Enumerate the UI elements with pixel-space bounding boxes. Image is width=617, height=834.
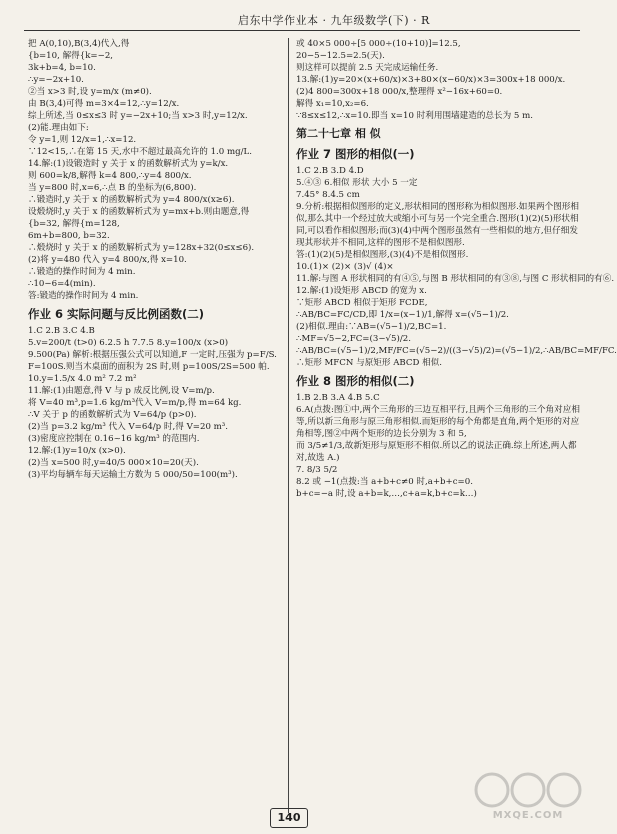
text-line: F=100S.则当木桌面的面积为 2S 时,则 p=100S/2S=500 帕. xyxy=(28,362,270,372)
header-rule xyxy=(24,30,580,31)
text-line: 13.解:(1)y=20×(x+60/x)×3+80×(x−60/x)×3=300x+18 000/x. xyxy=(296,75,566,85)
text-line: 则这样可以提前 2.5 天完成运输任务. xyxy=(296,63,439,73)
text-line: 则 600=k/8,解得 k=4 800,∴y=4 800/x. xyxy=(28,171,192,181)
text-line: 设煅烧时,y 关于 x 的函数解析式为 y=mx+b.则由题意,得 xyxy=(28,207,250,217)
text-line: 6m+b=800, b=32. xyxy=(28,231,110,241)
left-column xyxy=(28,38,278,481)
text-line: 1.C 2.B 3.C 4.B xyxy=(28,326,95,336)
text-line: ∴V 关于 p 的函数解析式为 V=64/p (p>0). xyxy=(28,410,197,420)
text-line: ∴锻造的操作时间为 4 min. xyxy=(28,267,136,277)
text-line: 20−5−12.5=2.5(天). xyxy=(296,51,385,61)
text-line: 当 y=800 时,x=6,∴点 B 的坐标为(6,800). xyxy=(28,183,197,193)
text-line: 8.2 或 −1(点拨:当 a+b+c≠0 时,a+b+c=0. xyxy=(296,477,473,487)
right-column xyxy=(296,38,617,500)
text-line: {b=32, 解得{m=128, xyxy=(28,219,120,229)
text-line: (2)将 y=480 代入 y=4 800/x,得 x=10. xyxy=(28,255,187,265)
section-heading: 作业 8 图形的相似(二) xyxy=(296,374,415,388)
text-line: 14.解:(1)设锻造时 y 关于 x 的函数解析式为 y=k/x. xyxy=(28,159,229,169)
text-line: 由 B(3,4)可得 m=3×4=12,∴y=12/x. xyxy=(28,99,180,109)
text-line: ∴y=−2x+10. xyxy=(28,75,84,85)
text-line: ∴10−6=4(min). xyxy=(28,279,96,289)
watermark-logo xyxy=(468,770,588,826)
text-line: (2)4 800=300x+18 000/x,整理得 x²−16x+60=0. xyxy=(296,87,503,97)
text-line: (2)相似.理由:∵AB=(√5−1)/2,BC=1. xyxy=(296,322,447,332)
watermark-logo-icon xyxy=(468,770,588,810)
text-line: 7. 8/3 5/2 xyxy=(296,465,338,475)
text-line: (2)能.理由如下: xyxy=(28,123,89,133)
section-heading: 作业 7 图形的相似(一) xyxy=(296,147,415,161)
text-line: 10.(1)× (2)× (3)√ (4)× xyxy=(296,262,394,272)
text-line: 1.B 2.B 3.A 4.B 5.C xyxy=(296,393,380,403)
text-line: 9.分析:根据相似图形的定义,形状相同的图形称为相似图形.如果两个图形相似,那么其中一个经过放大或缩小可与另一个完全重合.图形(1)(2)(5)形状相同,可以看作相似图形;而(3)(4)中两个图形虽然有一些相似的地方,但仔细发现其形状并不相同,这样的图形不是相似图形. xyxy=(296,202,579,248)
text-line: 7.45° 8.4.5 cm xyxy=(296,190,360,200)
text-line: 11.解:与图 A 形状相同的有④⑤,与图 B 形状相同的有③⑧,与图 C 形状相同的有⑥. xyxy=(296,274,615,284)
text-line: ∴MF=√5−2,FC=(3−√5)/2. xyxy=(296,334,411,344)
text-line: ∵矩形 ABCD 相似于矩形 FCDE, xyxy=(296,298,428,308)
text-line: ∴锻造时,y 关于 x 的函数解析式为 y=4 800/x(x≥6). xyxy=(28,195,235,205)
text-line: 5.v=200/t (t>0) 6.2.5 h 7.7.5 8.y=100/x (x>0) xyxy=(28,338,229,348)
text-line: 11.解:(1)由题意,得 V 与 p 成反比例,设 V=m/p. xyxy=(28,386,215,396)
text-line: 9.500(Pa) 解析:根据压强公式可以知道,F 一定时,压强为 p=F/S. xyxy=(28,350,277,360)
page-header xyxy=(0,0,600,30)
text-line: (3)平均每辆车每天运输土方数为 5 000/50=100(m³). xyxy=(28,470,238,480)
header-title: 启东中学作业本 · 九年级数学(下) · R xyxy=(238,14,430,27)
watermark-text: MXQE.COM xyxy=(492,810,564,821)
text-line: ∴AB/BC=FC/CD,即 1/x=(x−1)/1,解得 x=(√5−1)/2. xyxy=(296,310,509,320)
text-line: 12.解:(1)设矩形 ABCD 的宽为 x. xyxy=(296,286,427,296)
text-line: 10.y=1.5/x 4.0 m² 7.2 m² xyxy=(28,374,137,384)
text-line: 把 A(0,10),B(3,4)代入,得 xyxy=(28,39,130,49)
text-line: 答:锻造的操作时间为 4 min. xyxy=(28,291,139,301)
chapter-heading: 第二十七章 相 似 xyxy=(296,127,381,140)
text-line: (3)密度应控制在 0.16~16 kg/m³ 的范围内. xyxy=(28,434,200,444)
text-line: 而 3/5≠1/3,故新矩形与原矩形不相似.所以乙的说法正确.综上所述,两人都对,故选 A.) xyxy=(296,441,577,463)
text-line: 将 V=40 m³,p=1.6 kg/m³代入 V=m/p,得 m=64 kg. xyxy=(28,398,242,408)
section-heading: 作业 6 实际问题与反比例函数(二) xyxy=(28,307,205,321)
text-line: 3k+b=4, b=10. xyxy=(28,63,96,73)
text-line: 答:(1)(2)(5)是相似图形,(3)(4)不是相似图形. xyxy=(296,250,469,260)
text-line: 综上所述,当 0≤x≤3 时 y=−2x+10;当 x>3 时,y=12/x. xyxy=(28,111,248,121)
text-line: 或 40×5 000÷[5 000÷(10+10)]=12.5, xyxy=(296,39,461,49)
text-line: ∵8≤x≤12,∴x=10.即当 x=10 时利用围墙建造的总长为 5 m. xyxy=(296,111,534,121)
text-line: 5.④③ 6.相似 形状 大小 5 一定 xyxy=(296,178,418,188)
text-line: (2)当 x=500 时,y=40/5 000×10=20(天). xyxy=(28,458,199,468)
text-line: 1.C 2.B 3.D 4.D xyxy=(296,166,364,176)
text-line: (2)当 p=3.2 kg/m³ 代入 V=64/p 时,得 V=20 m³. xyxy=(28,422,228,432)
text-line: 6.A(点拨:图①中,两个三角形的三边互相平行,且两个三角形的三个角对应相等,所以新三角形与原三角形相似.而矩形的每个角都是直角,两个矩形的对应角相等,图②中两个矩形的边长分别为 3 和 5, xyxy=(296,405,580,439)
text-line: b+c=−a 时,设 a+b=k,…,c+a=k,b+c=k…) xyxy=(296,489,477,499)
text-line: ∴AB/BC=(√5−1)/2,MF/FC=(√5−2)/((3−√5)/2)=(√5−1)/2,∴AB/BC=MF/FC. xyxy=(296,346,617,356)
page-number: 140 xyxy=(270,808,308,828)
text-line: 令 y=1,则 12/x=1,∴x=12. xyxy=(28,135,137,145)
text-line: ∵12<15,∴在第 15 天,水中不超过最高允许的 1.0 mg/L. xyxy=(28,147,252,157)
text-line: 12.解:(1)y=10/x (x>0). xyxy=(28,446,126,456)
text-line: ∴煅烧时 y 关于 x 的函数解析式为 y=128x+32(0≤x≤6). xyxy=(28,243,255,253)
text-line: 解得 x₁=10,x₂=6. xyxy=(296,99,369,109)
text-line: {b=10, 解得{k=−2, xyxy=(28,51,114,61)
column-divider xyxy=(288,38,289,813)
text-line: ∴矩形 MFCN 与原矩形 ABCD 相似. xyxy=(296,358,443,368)
text-line: ②当 x>3 时,设 y=m/x (m≠0). xyxy=(28,87,152,97)
